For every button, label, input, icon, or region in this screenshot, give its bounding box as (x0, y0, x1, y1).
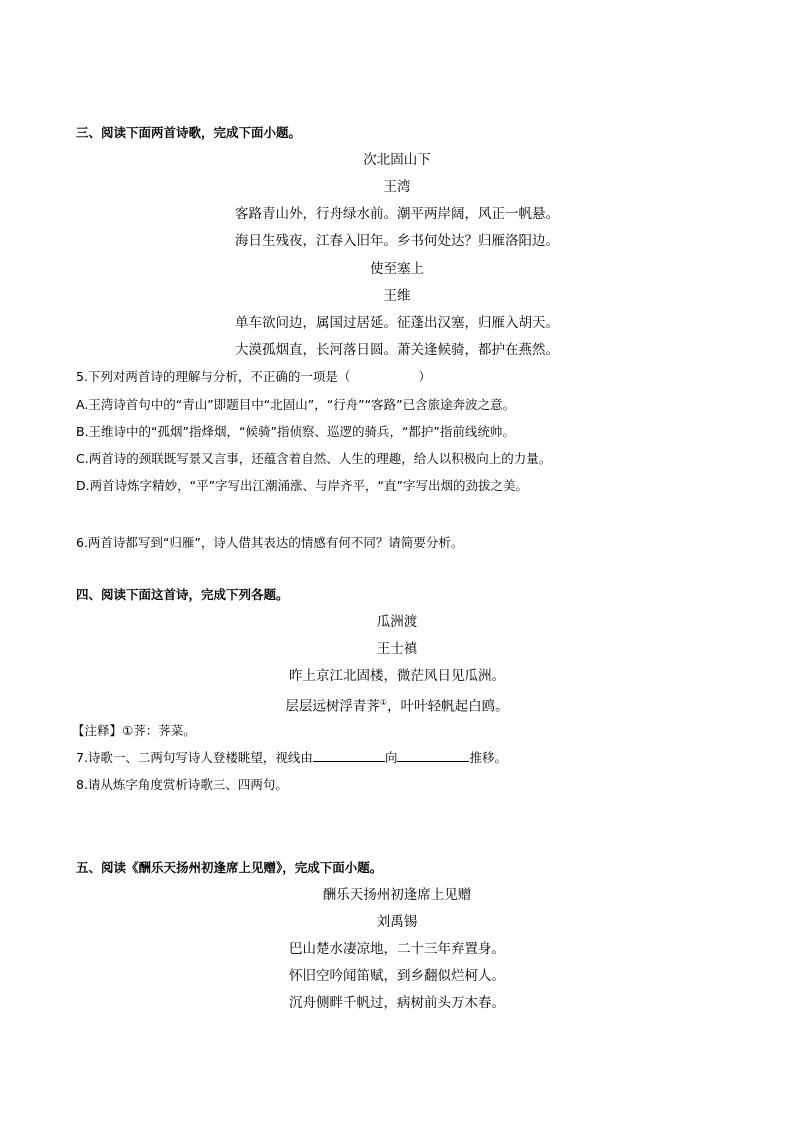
section-heading-5: 五、阅读《酬乐天扬州初逢席上见赠》，完成下面小题。 (76, 860, 383, 875)
poem-line-part: ，叶叶轻帆起白鸥。 (387, 698, 509, 715)
section-heading-3: 三、阅读下面两首诗歌，完成下面小题。 (76, 125, 302, 140)
question-8: 8.请从炼字角度赏析诗歌三、四两句。 (76, 777, 288, 792)
question-7 (76, 749, 507, 767)
poem-author: 刘禹锡 (376, 914, 418, 930)
section-heading-4: 四、阅读下面这首诗，完成下列各题。 (76, 587, 289, 602)
poem-title: 酬乐天扬州初逢席上见赠 (322, 887, 472, 903)
poem-line: 大漠孤烟直，长河落日圆。萧关逢候骑，都护在燕然。 (235, 342, 559, 358)
footnote-marker: ① (379, 698, 388, 707)
answer-blank[interactable] (397, 749, 469, 762)
poem-line: 巴山楚水凄凉地，二十三年弃置身。 (289, 941, 505, 957)
poem-line: 单车欲问边，属国过居延。征蓬出汉塞，归雁入胡天。 (235, 315, 559, 331)
poem-title: 次北固山下 (363, 152, 431, 168)
poem-line: 海日生残夜，江春入旧年。乡书何处达？归雁洛阳边。 (235, 233, 559, 249)
poem-line-part: 层层远树浮青荠 (285, 698, 380, 715)
poem-author: 王湾 (383, 179, 411, 195)
poem-author: 王士禛 (376, 641, 418, 657)
answer-blank[interactable] (313, 749, 385, 762)
poem-line: 怀旧空吟闻笛赋，到乡翻似烂柯人。 (289, 968, 505, 984)
poem-line: 昨上京江北固楼，微茫风日见瓜洲。 (289, 668, 505, 684)
question-7-text: 向 (384, 750, 398, 765)
question-5-stem (76, 368, 431, 386)
option-b: B.王维诗中的“孤烟”指烽烟，“候骑”指侦察、巡逻的骑兵，“都护”指前线统帅。 (76, 424, 515, 439)
question-5-stem-close: ） (418, 369, 431, 384)
question-7-text: 推移。 (469, 750, 507, 765)
option-d: D.两首诗炼字精妙，“平”字写出江潮涌涨、与岸齐平，“直”字写出烟的劲拔之美。 (76, 478, 529, 493)
option-a: A.王湾诗首句中的“青山”即题目中“北固山”，“行舟”“客路”已含旅途奔波之意。 (76, 397, 516, 412)
poem-author: 王维 (383, 288, 411, 304)
poem-title: 瓜洲渡 (376, 614, 418, 630)
option-c: C.两首诗的颈联既写景又言事，还蕴含着自然、人生的理趣，给人以积极向上的力量。 (76, 451, 552, 466)
question-6: 6.两首诗都写到“归雁”，诗人借其表达的情感有何不同？请简要分析。 (76, 535, 464, 550)
poem-title: 使至塞上 (370, 261, 424, 277)
poem-line (0, 694, 794, 716)
poem-line: 客路青山外，行舟绿水前。潮平两岸阔，风正一帆悬。 (235, 206, 559, 222)
annotation-note: 【注释】①荠：荠菜。 (72, 723, 196, 738)
poem-line: 沉舟侧畔千帆过，病树前头万木春。 (289, 995, 505, 1011)
question-5-stem-text: 5.下列对两首诗的理解与分析，不正确的一项是（ (76, 369, 351, 384)
question-7-text: 7.诗歌一、二两句写诗人登楼眺望，视线由 (76, 750, 313, 765)
